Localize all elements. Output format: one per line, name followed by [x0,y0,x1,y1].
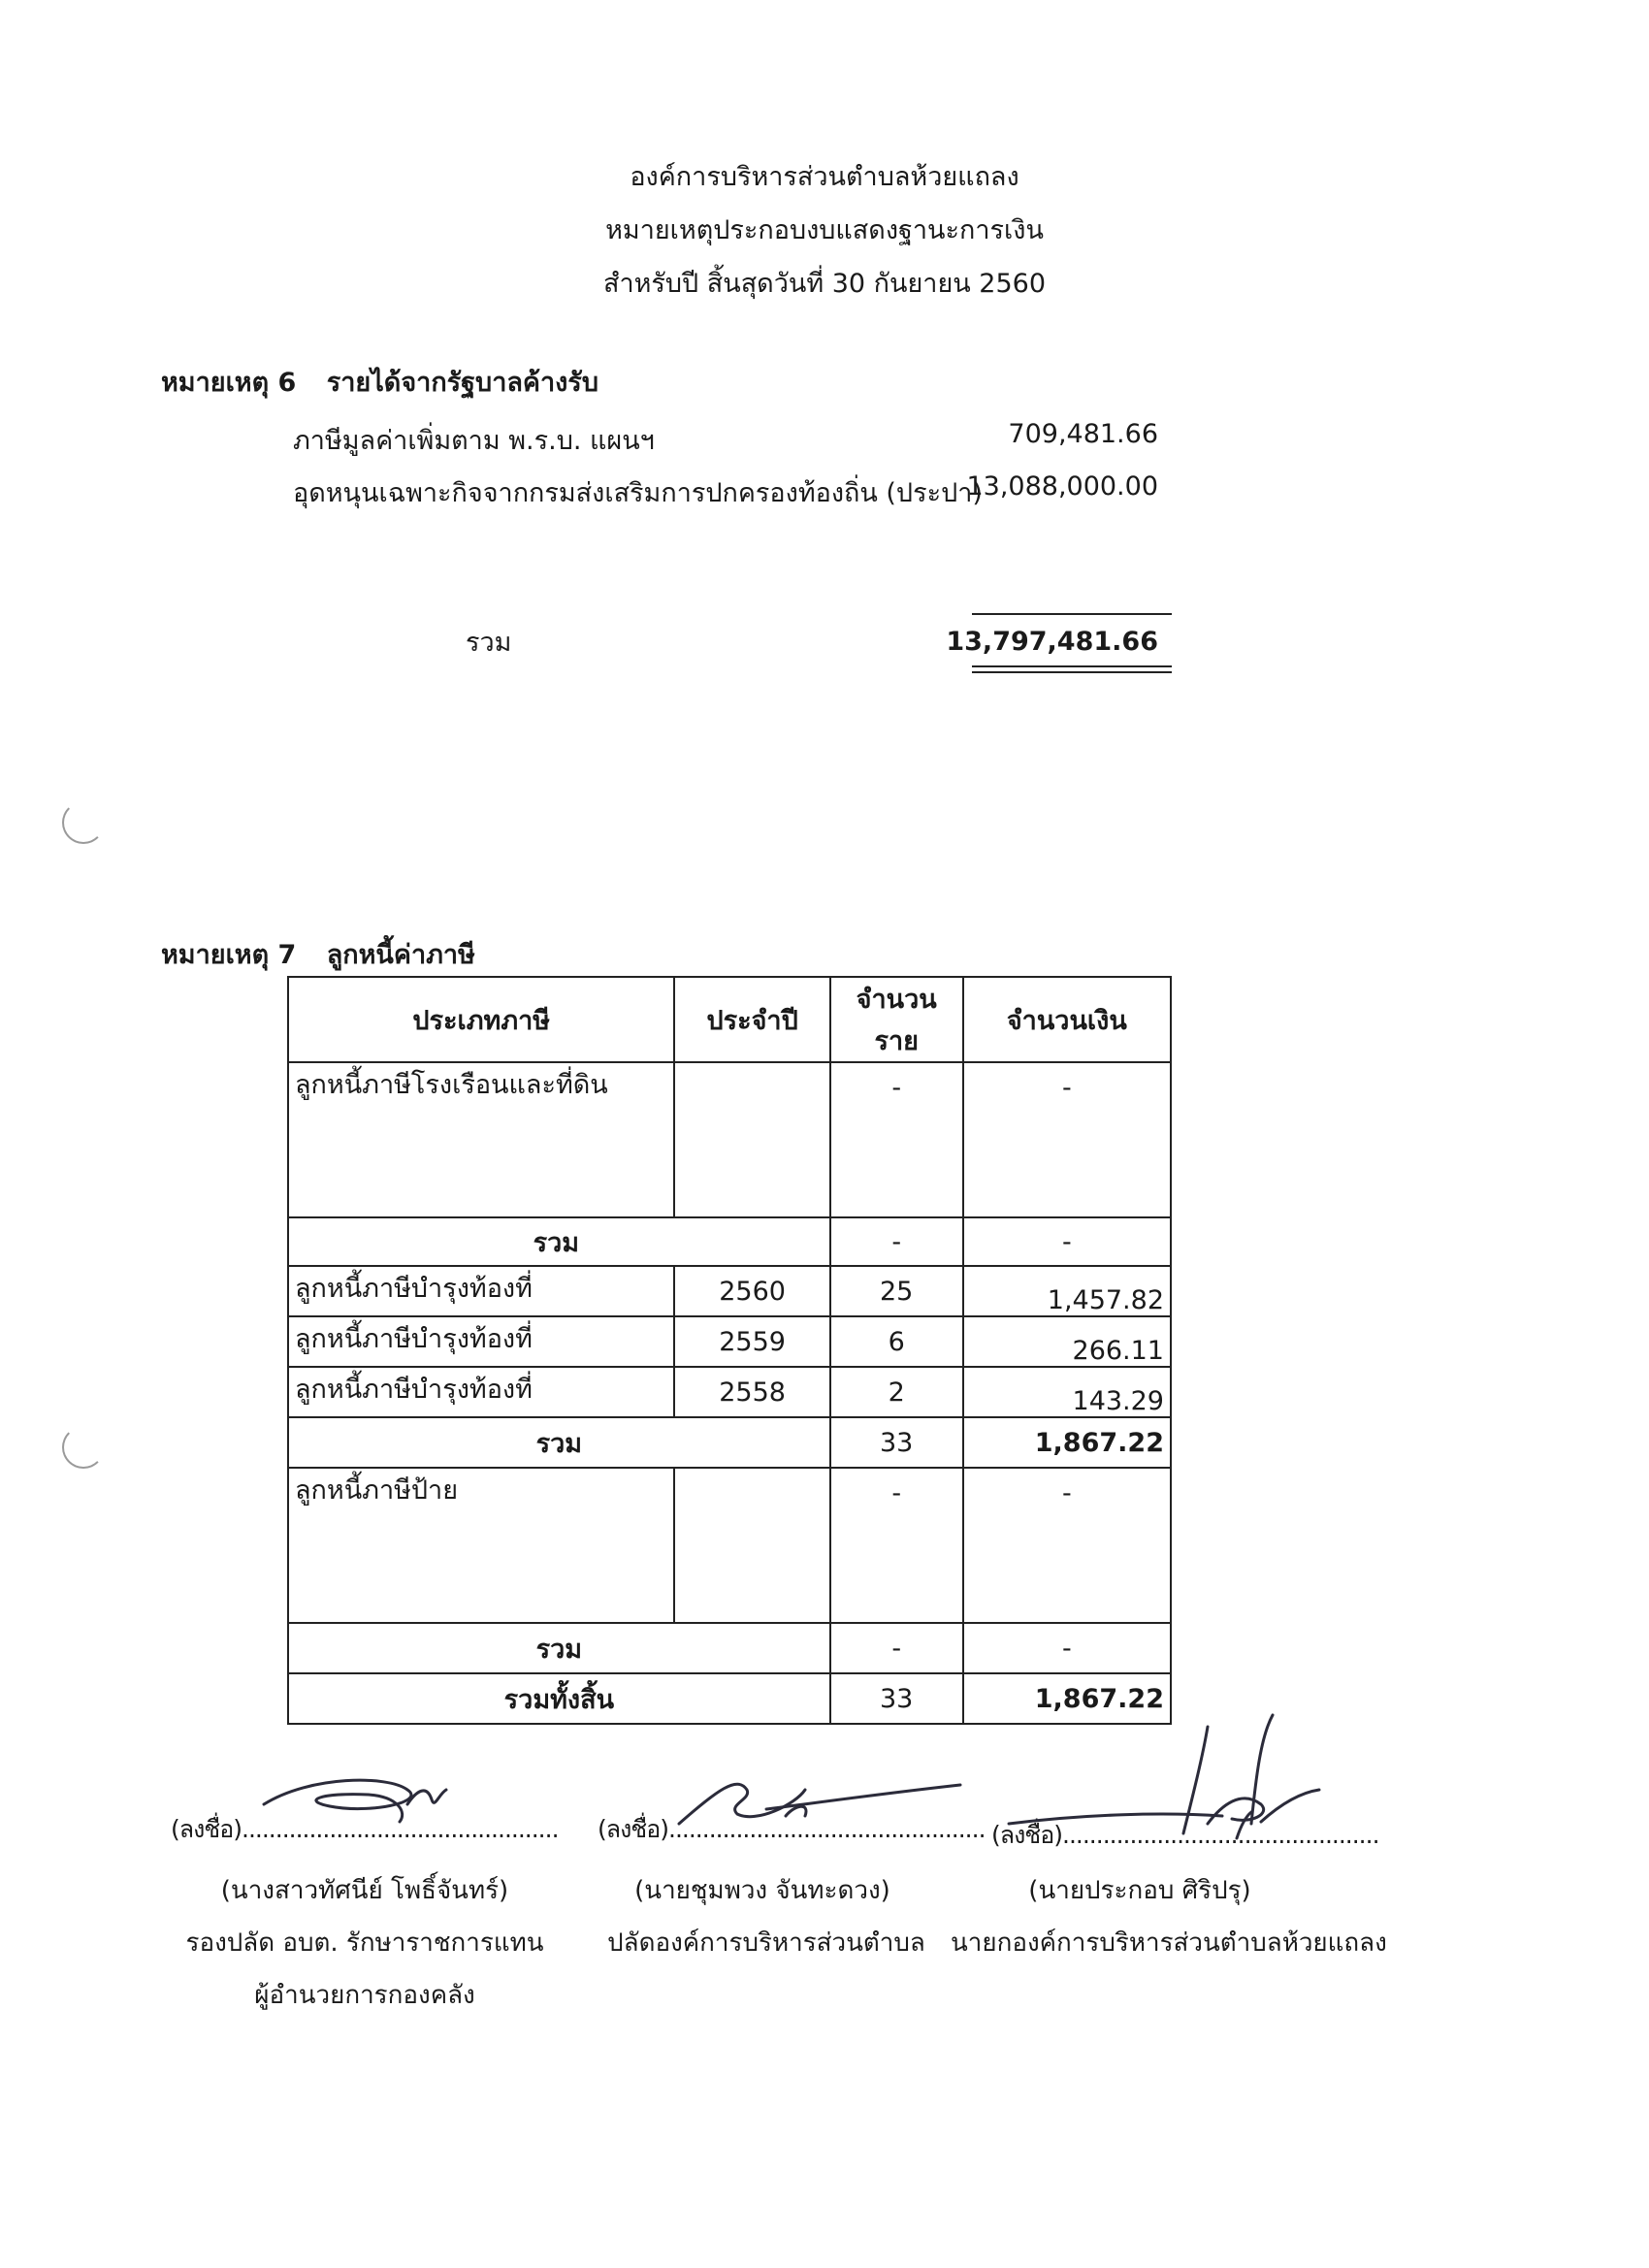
note6-title: รายได้จากรัฐบาลค้างรับ [326,368,598,398]
row-amount: 266.11 [963,1316,1171,1367]
row-label: ลูกหนี้ภาษีป้าย [288,1468,674,1623]
row-label: ลูกหนี้ภาษีบำรุงท้องที่ [288,1266,674,1316]
row-year: 2559 [674,1316,829,1367]
column-header: จำนวนราย [830,977,963,1062]
row-label: รวมทั้งสิ้น [288,1673,830,1724]
note6-item-label: อุดหนุนเฉพาะกิจจากกรมส่งเสริมการปกครองท้องถิ่น (ประปา) [293,478,983,508]
signatory-position: ปลัดองค์การบริหารส่วนตำบล [607,1928,925,1958]
note6-item-value: 13,088,000.00 [966,471,1158,502]
row-count: 25 [830,1266,963,1316]
signature-3 [1009,1715,1319,1838]
row-amount: 143.29 [963,1367,1171,1417]
sign-line: (ลงชื่อ)............................................... [991,1821,1379,1849]
note7-number: หมายเหตุ 7 [161,940,297,970]
row-count: - [830,1623,963,1673]
signatory-position: นายกองค์การบริหารส่วนตำบลห้วยแถลง [951,1928,1387,1958]
column-header: ประจำปี [674,977,829,1062]
note6-total-label: รวม [466,628,512,658]
row-count: 6 [830,1316,963,1367]
row-amount: - [963,1623,1171,1673]
note6-item-value: 709,481.66 [1008,419,1158,449]
row-label: รวม [288,1417,830,1468]
row-count: 33 [830,1673,963,1724]
note6-total-value: 13,797,481.66 [946,627,1158,657]
row-label: รวม [288,1623,830,1673]
row-year: 2558 [674,1367,829,1417]
note6-number: หมายเหตุ 6 [161,368,297,398]
row-label: ลูกหนี้ภาษีบำรุงท้องที่ [288,1367,674,1417]
note7-title: ลูกหนี้ค่าภาษี [326,940,475,970]
organization-name: องค์การบริหารส่วนตำบลห้วยแถลง [630,162,1019,192]
row-count: - [830,1468,963,1623]
row-year: 2560 [674,1266,829,1316]
signatory-name: (นายชุมพวง จันทะดวง) [634,1876,890,1905]
row-label: ลูกหนี้ภาษีโรงเรือนและที่ดิน [288,1062,674,1217]
signatory-name: (นางสาวทัศนีย์ โพธิ์จันทร์) [220,1876,509,1905]
signatory-name: (นายประกอบ ศิริปรุ) [1028,1876,1251,1905]
sign-line: (ลงชื่อ)............................................... [598,1815,986,1843]
report-period: สำหรับปี สิ้นสุดวันที่ 30 กันยายน 2560 [602,269,1047,299]
row-count: 33 [830,1417,963,1468]
row-amount: - [963,1468,1171,1623]
signatory-position: ผู้อำนวยการกองคลัง [254,1981,475,2010]
signature-2 [679,1784,960,1824]
column-header: จำนวนเงิน [963,977,1171,1062]
row-count: - [830,1217,963,1266]
signature-1 [264,1780,446,1822]
row-amount: - [963,1062,1171,1217]
row-count: - [830,1062,963,1217]
row-count: 2 [830,1367,963,1417]
row-amount: 1,867.22 [963,1673,1171,1724]
row-label: รวม [288,1217,830,1266]
row-amount: 1,867.22 [963,1417,1171,1468]
row-amount: 1,457.82 [963,1266,1171,1316]
note6-item-label: ภาษีมูลค่าเพิ่มตาม พ.ร.บ. แผนฯ [293,426,655,456]
sign-line: (ลงชื่อ)............................................... [171,1815,559,1843]
row-label: ลูกหนี้ภาษีบำรุงท้องที่ [288,1316,674,1367]
row-amount: - [963,1217,1171,1266]
signatory-position: รองปลัด อบต. รักษาราชการแทน [185,1928,544,1958]
document-title: หมายเหตุประกอบงบแสดงฐานะการเงิน [605,215,1044,245]
column-header: ประเภทภาษี [288,977,674,1062]
